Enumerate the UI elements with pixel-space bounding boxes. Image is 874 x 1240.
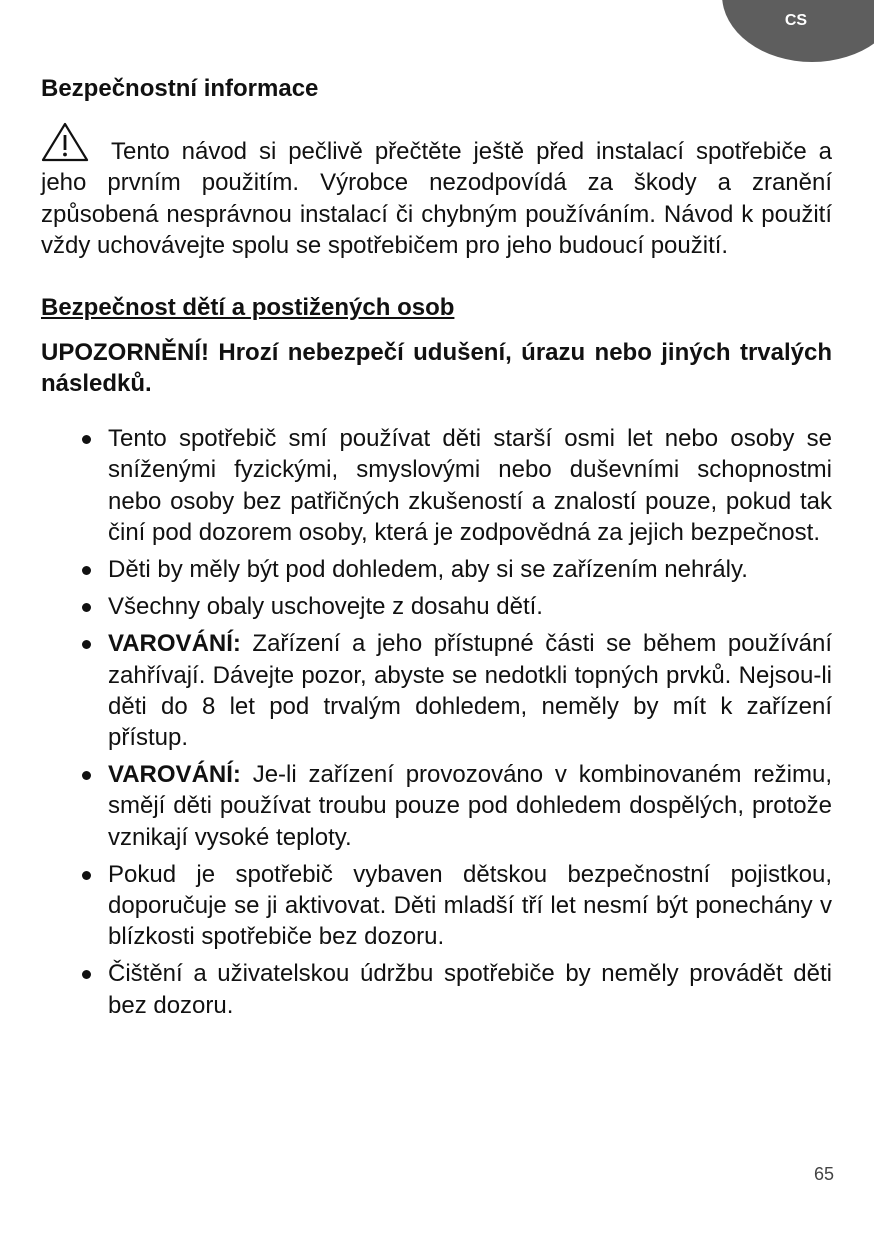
bullet-icon: [82, 603, 91, 612]
bullet-icon: [82, 871, 91, 880]
alert-text: UPOZORNĚNÍ! Hrozí nebezpečí udušení, úrazu nebo jiných trvalých následků.: [41, 339, 832, 398]
list-item-text: Děti by měly být pod dohledem, aby si se zařízením nehrály.: [108, 556, 748, 583]
bullet-icon: [82, 970, 91, 979]
warning-label: VAROVÁNÍ:: [108, 630, 241, 658]
list-item-text: Čištění a uživatelskou údržbu spotřebiče by neměly provádět děti bez dozoru.: [108, 960, 832, 1019]
list-item-text: Zařízení a jeho přístupné části se během používání zahřívají. Dávejte pozor, abyste se nedotkli topných prvků. Nejsou-li děti do 8 let pod trvalým dohledem, neměly by mít k zařízení přístup.: [108, 630, 832, 752]
list-item: [108, 859, 832, 953]
page-content: [41, 72, 832, 1027]
list-item: [108, 423, 832, 548]
list-item: [108, 554, 832, 585]
list-item: [108, 958, 832, 1020]
intro-text: Tento návod si pečlivě přečtěte ještě před instalací spotřebiče a jeho prvním použitím. Výrobce nezodpovídá za škody a zranění způsobená nesprávnou instalací či chybným používáním. Návod k použití vždy uchovávejte spolu se spotřebičem pro jeho budoucí použití.: [41, 138, 832, 259]
safety-list: [41, 423, 832, 1021]
list-item-text: Je-li zařízení provozováno v kombinovaném režimu, smějí děti používat troubu pouze pod dohledem dospělých, protože vznikají vysoké teploty.: [108, 761, 832, 851]
warning-triangle-icon: [41, 122, 89, 162]
page-number: 65: [813, 1164, 834, 1184]
list-item: [108, 628, 832, 753]
bullet-icon: [82, 435, 91, 444]
section-title-safety-info: Bezpečnostní informace: [41, 75, 319, 102]
language-code: CS: [784, 12, 808, 29]
language-tab: [722, 0, 874, 62]
bullet-icon: [82, 640, 91, 649]
list-item-text: Pokud je spotřebič vybaven dětskou bezpečnostní pojistkou, doporučuje se ji aktivovat. Děti mladší tří let nesmí být ponechány v blízkosti spotřebiče bez dozoru.: [108, 860, 832, 951]
bullet-icon: [82, 566, 91, 575]
intro-paragraph: [41, 122, 832, 261]
list-item: [108, 591, 832, 622]
list-item: [108, 759, 832, 853]
list-item-text: Všechny obaly uschovejte z dosahu dětí.: [108, 593, 543, 621]
list-item-text: Tento spotřebič smí používat děti starší osmi let nebo osoby se sníženými fyzickými, smyslovými nebo duševními schopnostmi nebo osoby bez patřičných zkušeností a znalostí pouze, pokud tak činí pod dozorem osoby, která je zodpovědná za jejich bezpečnost.: [108, 425, 832, 546]
bullet-icon: [82, 771, 91, 780]
section-title-child-safety: Bezpečnost dětí a postižených osob: [41, 294, 455, 322]
warning-label: VAROVÁNÍ:: [108, 761, 241, 789]
